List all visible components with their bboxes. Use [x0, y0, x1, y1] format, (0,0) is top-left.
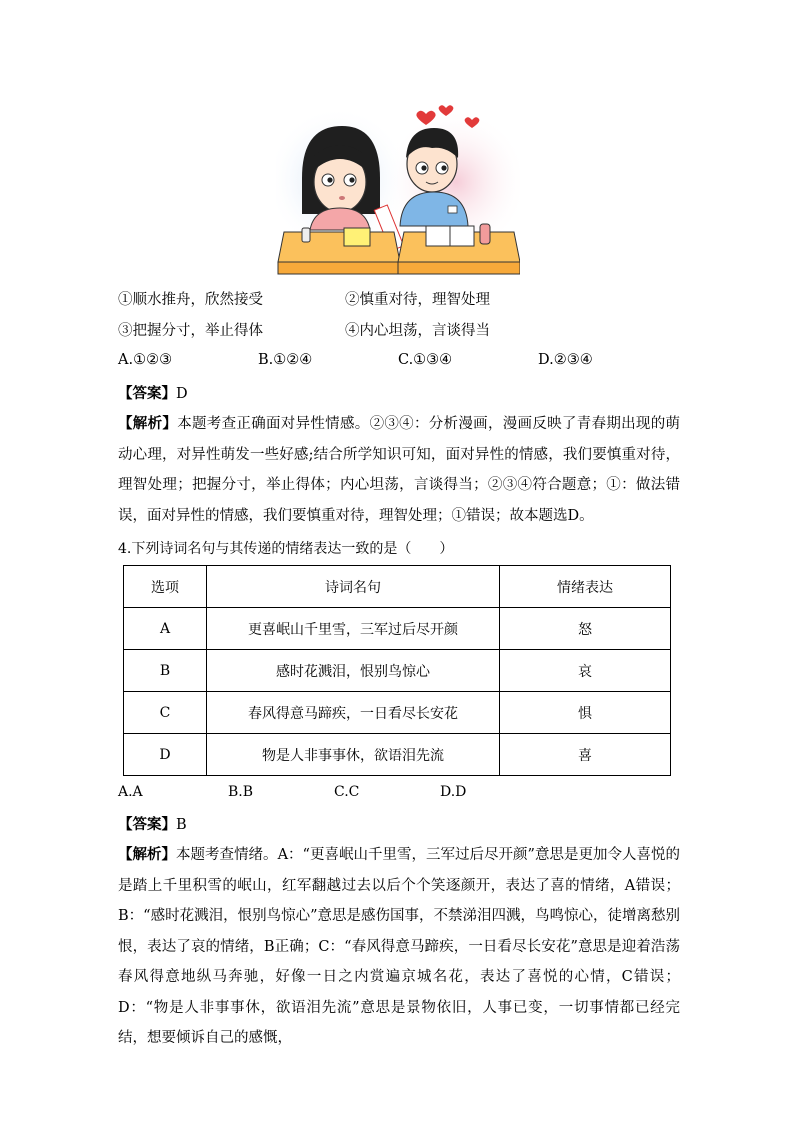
table-cell: 感时花溅泪，恨别鸟惊心 [207, 650, 500, 692]
q4-choice-b: B.B [228, 784, 254, 800]
table-row [124, 608, 671, 650]
table-cell: 惧 [500, 692, 671, 734]
analysis-label: 【解析】 [118, 846, 177, 863]
table-header-row [124, 566, 671, 608]
table-cell: D [124, 734, 207, 776]
q4-choice-c: C.C [334, 784, 360, 800]
q4-question: 4.下列诗词名句与其传递的情绪表达一致的是（ ） [118, 541, 454, 557]
cartoon-illustration [276, 100, 520, 276]
table-cell: 怒 [500, 608, 671, 650]
table-cell: 春风得意马蹄疾，一日看尽长安花 [207, 692, 500, 734]
q3-answer [118, 384, 188, 404]
q3-choice-c: C.①③④ [398, 352, 453, 368]
analysis-text: 本题考查正确面对异性情感。②③④：分析漫画，漫画反映了青春期出现的萌动心理，对异性萌发一些好感;结合所学知识可知，面对异性的情感，我们要慎重对待，理智处理；把握分寸，举止得体；内心坦荡，言谈得当；②③④符合题意；①：做法错误，面对异性的情感，我们要慎重对待，理智处理；①错误；故本题选D。 [118, 416, 681, 524]
table-cell: 更喜岷山千里雪，三军过后尽开颜 [207, 608, 500, 650]
table-row [124, 650, 671, 692]
q3-option-2: ②慎重对待，理智处理 [345, 292, 490, 308]
analysis-text: 本题考查情绪。A：“更喜岷山千里雪，三军过后尽开颜”意思是更加令人喜悦的是踏上千里积雪的岷山，红军翻越过去以后个个笑逐颜开，表达了喜的情绪，A错误；B：“感时花溅泪，恨别鸟惊心”意思是感伤国事，不禁涕泪四溅，鸟鸣惊心，徒增离愁别恨，表达了哀的情绪，B正确；C：“春风得意马蹄疾，一日看尽长安花”意思是迎着浩荡春风得意地纵马奔驰，好像一日之内赏遍京城名花，表达了喜悦的心情，C错误；D：“物是人非事事休，欲语泪先流”意思是景物依旧，人事已变，一切事情都已经完结，想要倾诉自己的感慨， [118, 847, 681, 1046]
q3-option-1: ①顺水推舟，欣然接受 [118, 292, 263, 308]
q3-choice-b: B.①②④ [258, 352, 313, 368]
q3-choice-d: D.②③④ [538, 352, 593, 368]
q4-table [123, 565, 671, 776]
table-row [124, 734, 671, 776]
q3-analysis [118, 409, 680, 531]
answer-label: 【答案】 [118, 816, 176, 833]
table-header-cell: 情绪表达 [500, 566, 671, 608]
q4-answer [118, 815, 187, 835]
table-header-cell: 诗词名句 [207, 566, 500, 608]
q4-choice-d: D.D [440, 784, 467, 800]
table-row [124, 692, 671, 734]
table-cell: 物是人非事事休，欲语泪先流 [207, 734, 500, 776]
answer-value: B [176, 817, 187, 833]
q3-option-4: ④内心坦荡，言谈得当 [345, 323, 490, 339]
desks [278, 224, 520, 274]
table-cell: C [124, 692, 207, 734]
answer-value: D [176, 386, 188, 402]
q3-option-3: ③把握分寸，举止得体 [118, 323, 263, 339]
table-cell: 哀 [500, 650, 671, 692]
answer-label: 【答案】 [118, 385, 176, 402]
table-header-cell: 选项 [124, 566, 207, 608]
q4-choice-a: A.A [118, 784, 143, 800]
q4-analysis [118, 840, 680, 1054]
q3-choice-a: A.①②③ [118, 352, 173, 368]
table-cell: A [124, 608, 207, 650]
table-cell: 喜 [500, 734, 671, 776]
analysis-label: 【解析】 [118, 415, 178, 432]
table-cell: B [124, 650, 207, 692]
